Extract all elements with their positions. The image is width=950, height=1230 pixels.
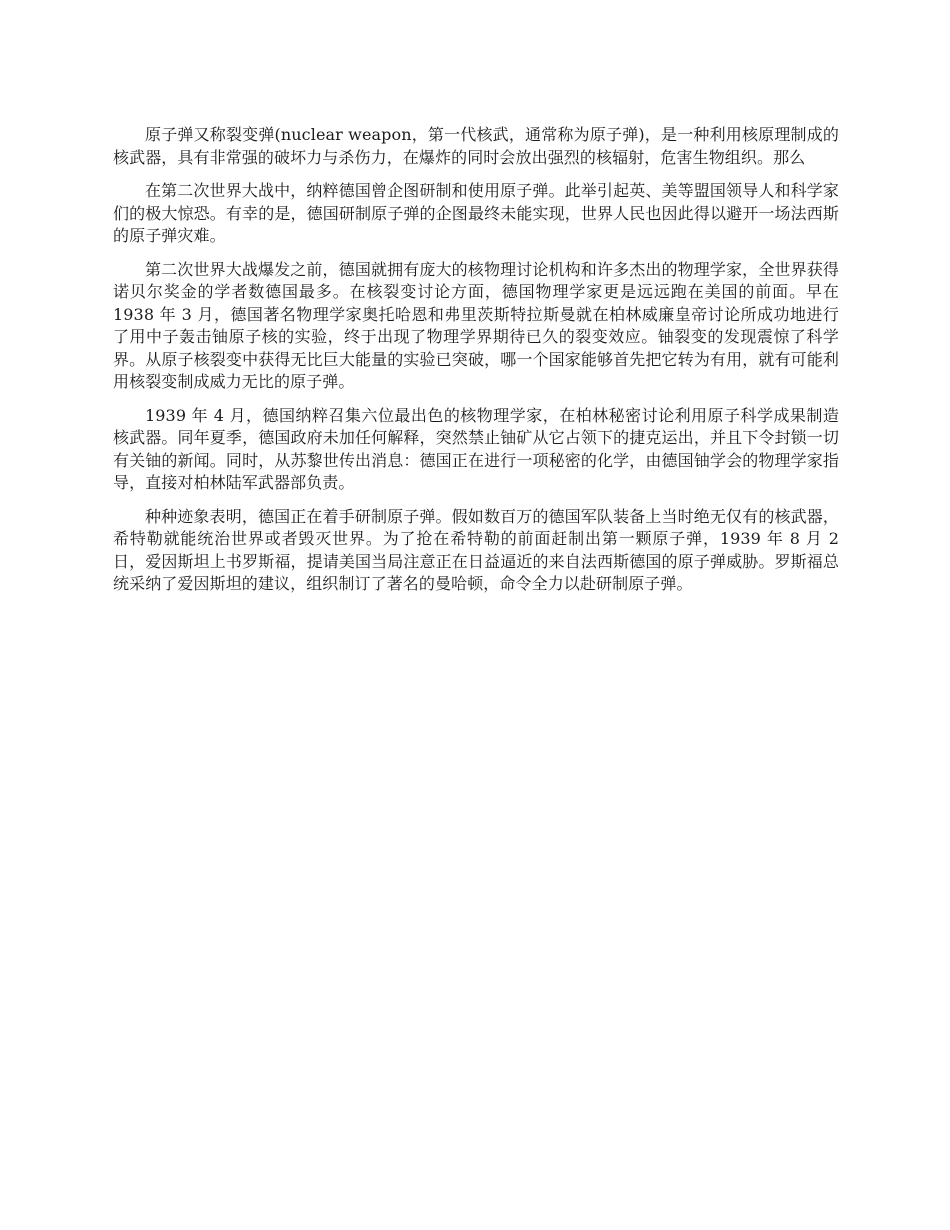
paragraph-wwii: 在第二次世界大战中，纳粹德国曾企图研制和使用原子弹。此举引起英、美等盟国领导人和科学家们的极大惊恐。有幸的是，德国研制原子弹的企图最终未能实现，世界人民也因此得以避开一场法西斯的原子弹灾难。 <box>113 181 839 245</box>
paragraph-1939-april: 1939 年 4 月，德国纳粹召集六位最出色的核物理学家，在柏林秘密讨论利用原子科学成果制造核武器。同年夏季，德国政府未加任何解释，突然禁止铀矿从它占领下的捷克运出，并且下令封锁一切有关铀的新闻。同时，从苏黎世传出消息：德国正在进行一项秘密的化学，由德国铀学会的物理学家指导，直接对柏林陆军武器部负责。 <box>113 405 839 492</box>
paragraph-prewar-research: 第二次世界大战爆发之前，德国就拥有庞大的核物理讨论机构和许多杰出的物理学家，全世界获得诺贝尔奖金的学者数德国最多。在核裂变讨论方面，德国物理学家更是远远跑在美国的前面。早在 1938 年 3 月，德国著名物理学家奥托哈恩和弗里茨斯特拉斯曼就在柏林威廉皇帝讨论所成功地进行了用中子轰击铀原子核的实验，终于出现了物理学界期待已久的裂变效应。铀裂变的发现震惊了科学界。从原子核裂变中获得无比巨大能量的实验已突破，哪一个国家能够首先把它转为有用，就有可能利用核裂变制成威力无比的原子弹。 <box>113 259 839 391</box>
paragraph-intro: 原子弹又称裂变弹(nuclear weapon，第一代核武，通常称为原子弹)，是一种利用核原理制成的核武器，具有非常强的破坏力与杀伤力，在爆炸的同时会放出强烈的核辐射，危害生物组织。那么 <box>113 125 839 167</box>
paragraph-einstein-letter: 种种迹象表明，德国正在着手研制原子弹。假如数百万的德国军队装备上当时绝无仅有的核武器，希特勒就能统治世界或者毁灭世界。为了抢在希特勒的前面赶制出第一颗原子弹，1939 年 8 月 2 日，爱因斯坦上书罗斯福，提请美国当局注意正在日益逼近的来自法西斯德国的原子弹威胁。罗斯福总统采纳了爱因斯坦的建议，组织制订了著名的曼哈顿，命令全力以赴研制原子弹。 <box>113 506 839 593</box>
document-body <box>113 124 839 607</box>
